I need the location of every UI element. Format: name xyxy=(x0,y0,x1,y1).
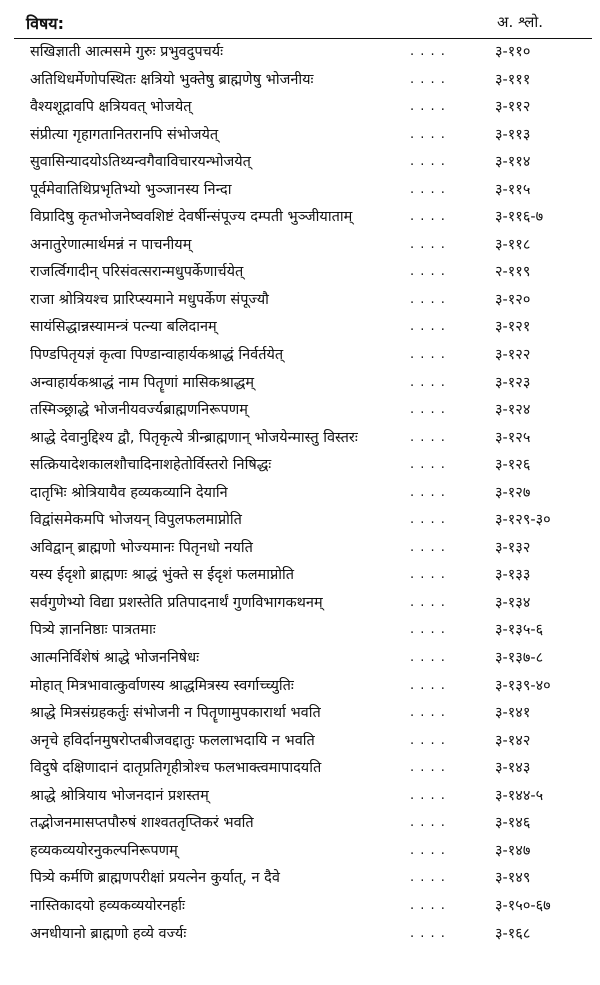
index-entry xyxy=(0,893,600,921)
entry-reference: ३-११२ xyxy=(495,99,531,116)
entry-reference: ३-१२७ xyxy=(495,484,531,501)
entry-topic: श्राद्धे मित्रसंग्रहकर्तुः संभोजनी न पितॄणामुपकारार्था भवति xyxy=(30,705,321,722)
index-entry xyxy=(0,783,600,811)
chapter-verse-heading: अ. श्लो. xyxy=(497,13,543,31)
dot-leader: . . . . xyxy=(410,732,446,748)
dot-leader: . . . . xyxy=(410,154,446,170)
index-list xyxy=(0,39,600,948)
entry-topic: पिण्डपितृयज्ञं कृत्वा पिण्डान्वाहार्यकश्राद्धं निर्वर्तयेत् xyxy=(30,347,284,364)
index-entry xyxy=(0,287,600,315)
index-entry xyxy=(0,67,600,95)
entry-reference: ३-११६-७ xyxy=(495,209,544,226)
entry-topic: वैश्यशूद्रावपि क्षत्रियवत् भोजयेत् xyxy=(30,99,192,116)
entry-reference: ३-१४४-५ xyxy=(495,787,544,804)
entry-reference: ३-१११ xyxy=(495,71,531,88)
index-entry xyxy=(0,645,600,673)
index-entry xyxy=(0,94,600,122)
entry-topic: राजा श्रोत्रियश्च प्रारिप्स्यमाने मधुपर्केण संपूज्यौ xyxy=(30,291,269,308)
dot-leader: . . . . xyxy=(410,897,446,913)
entry-reference: ३-१२६ xyxy=(495,457,531,474)
dot-leader: . . . . xyxy=(410,236,446,252)
dot-leader: . . . . xyxy=(410,347,446,363)
dot-leader: . . . . xyxy=(410,787,446,803)
dot-leader: . . . . xyxy=(410,594,446,610)
entry-topic: हव्यकव्ययोरनुकल्पनिरूपणम् xyxy=(30,842,178,859)
dot-leader: . . . . xyxy=(410,760,446,776)
dot-leader: . . . . xyxy=(410,291,446,307)
entry-reference: ३-१३४ xyxy=(495,594,531,611)
index-entry xyxy=(0,149,600,177)
dot-leader: . . . . xyxy=(410,925,446,941)
entry-reference: ३-१४२ xyxy=(495,732,531,749)
entry-reference: ३-११५ xyxy=(495,181,531,198)
entry-topic: नास्तिकादयो हव्यकव्ययोरनर्हाः xyxy=(30,897,185,914)
index-entry xyxy=(0,865,600,893)
entry-topic: यस्य ईदृशो ब्राह्मणः श्राद्धं भुंक्ते स ईदृशं फलमाप्नोति xyxy=(30,567,295,584)
index-entry xyxy=(0,535,600,563)
entry-reference: ३-१२२ xyxy=(495,347,531,364)
dot-leader: . . . . xyxy=(410,705,446,721)
dot-leader: . . . . xyxy=(410,99,446,115)
entry-reference: ३-११८ xyxy=(495,236,531,253)
dot-leader: . . . . xyxy=(410,650,446,666)
entry-topic: सुवासिन्यादयोऽतिथ्यन्वगैवाविचारयन्भोजयेत् xyxy=(30,154,251,171)
entry-topic: सर्वगुणेभ्यो विद्या प्रशस्तेति प्रतिपादनार्थं गुणविभागकथनम् xyxy=(30,594,323,611)
entry-topic: सखिज्ञाती आत्मसमे गुरुः प्रभुवदुपचर्यः xyxy=(30,44,224,60)
entry-topic: अनातुरेणात्मार्थमन्नं न पाचनीयम् xyxy=(30,236,192,253)
dot-leader: . . . . xyxy=(410,870,446,886)
dot-leader: . . . . xyxy=(410,622,446,638)
dot-leader: . . . . xyxy=(410,71,446,87)
dot-leader: . . . . xyxy=(410,429,446,445)
entry-topic: तद्भोजनमासप्तपौरुषं शाश्वततृप्तिकरं भवति xyxy=(30,815,254,832)
index-entry xyxy=(0,204,600,232)
dot-leader: . . . . xyxy=(410,842,446,858)
index-entry xyxy=(0,122,600,150)
index-entry xyxy=(0,232,600,260)
entry-reference: ३-११४ xyxy=(495,154,531,171)
entry-topic: सत्क्रियादेशकालशौचादिनाशहेतोर्विस्तरो निषिद्धः xyxy=(30,457,272,474)
dot-leader: . . . . xyxy=(410,402,446,418)
entry-reference: ३-१३२ xyxy=(495,539,531,556)
entry-topic: विदुषे दक्षिणादानं दातृप्रतिगृहीत्रोश्च फलभाक्त्वमापादयति xyxy=(30,760,322,777)
index-entry xyxy=(0,177,600,205)
entry-reference: ३-१४६ xyxy=(495,815,531,832)
index-entry xyxy=(0,673,600,701)
entry-reference: ३-१२३ xyxy=(495,374,531,391)
entry-reference: ३-१४७ xyxy=(495,842,531,859)
dot-leader: . . . . xyxy=(410,181,446,197)
index-entry xyxy=(0,562,600,590)
entry-topic: अविद्वान् ब्राह्मणो भोज्यमानः पितृनधो नयति xyxy=(30,539,253,556)
index-entry xyxy=(0,452,600,480)
index-entry xyxy=(0,480,600,508)
index-entry xyxy=(0,921,600,949)
index-entry xyxy=(0,728,600,756)
index-entry xyxy=(0,259,600,287)
entry-reference: ३-१४३ xyxy=(495,760,531,777)
entry-topic: संप्रीत्या गृहागतानितरानपि संभोजयेत् xyxy=(30,126,219,143)
entry-topic: तस्मिञ्छ्राद्धे भोजनीयवर्ज्यब्राह्मणनिरूपणम् xyxy=(30,402,248,419)
entry-topic: राजर्त्विगादीन् परिसंवत्सरान्मधुपर्केणार्चयेत् xyxy=(30,264,244,281)
index-entry xyxy=(0,755,600,783)
column-header xyxy=(0,12,600,38)
dot-leader: . . . . xyxy=(410,44,446,59)
dot-leader: . . . . xyxy=(410,209,446,225)
entry-reference: ३-१३९-४० xyxy=(495,677,551,694)
subject-heading: विषय: xyxy=(26,14,64,33)
dot-leader: . . . . xyxy=(410,126,446,142)
index-entry xyxy=(0,507,600,535)
index-entry xyxy=(0,425,600,453)
entry-reference: ३-११० xyxy=(495,44,531,60)
dot-leader: . . . . xyxy=(410,457,446,473)
entry-topic: अतिथिधर्मेणोपस्थितः क्षत्रियो भुक्तेषु ब्राह्मणेषु भोजनीयः xyxy=(30,71,314,88)
entry-reference: ३-१२४ xyxy=(495,402,531,419)
entry-reference: ३-१४१ xyxy=(495,705,531,722)
entry-reference: २-११९ xyxy=(495,264,531,281)
index-entry xyxy=(0,810,600,838)
entry-reference: ३-१३५-६ xyxy=(495,622,544,639)
entry-topic: आत्मनिर्विशेषं श्राद्धे भोजननिषेधः xyxy=(30,650,200,667)
dot-leader: . . . . xyxy=(410,567,446,583)
dot-leader: . . . . xyxy=(410,319,446,335)
entry-topic: पित्र्ये ज्ञाननिष्ठाः पात्रतमाः xyxy=(30,622,156,639)
index-entry xyxy=(0,838,600,866)
index-entry xyxy=(0,397,600,425)
dot-leader: . . . . xyxy=(410,677,446,693)
dot-leader: . . . . xyxy=(410,815,446,831)
entry-topic: श्राद्धे श्रोत्रियाय भोजनदानं प्रशस्तम् xyxy=(30,787,209,804)
entry-reference: ३-१३३ xyxy=(495,567,531,584)
entry-reference: ३-१२९-३० xyxy=(495,512,551,529)
index-entry xyxy=(0,700,600,728)
entry-topic: पूर्वमेवातिथिप्रभृतिभ्यो भुञ्जानस्य निन्दा xyxy=(30,181,232,198)
dot-leader: . . . . xyxy=(410,539,446,555)
entry-topic: अनधीयानो ब्राह्मणो हव्ये वर्ज्यः xyxy=(30,925,187,942)
entry-reference: ३-११३ xyxy=(495,126,531,143)
entry-topic: अन्वाहार्यकश्राद्धं नाम पितॄणां मासिकश्राद्धम् xyxy=(30,374,255,391)
entry-topic: पित्र्ये कर्मणि ब्राह्मणपरीक्षां प्रयत्नेन कुर्यात्, न दैवे xyxy=(30,870,280,887)
entry-topic: दातृभिः श्रोत्रियायैव हव्यकव्यानि देयानि xyxy=(30,484,228,501)
entry-reference: ३-१२१ xyxy=(495,319,531,336)
index-entry xyxy=(0,370,600,398)
entry-reference: ३-१२० xyxy=(495,291,531,308)
index-entry xyxy=(0,39,600,67)
dot-leader: . . . . xyxy=(410,484,446,500)
entry-reference: ३-१५०-६७ xyxy=(495,897,551,914)
dot-leader: . . . . xyxy=(410,264,446,280)
index-entry xyxy=(0,342,600,370)
entry-topic: अनृचे हविर्दानमुषरोप्तबीजवद्दातुः फललाभदायि न भवति xyxy=(30,732,315,749)
index-entry xyxy=(0,590,600,618)
entry-topic: मोहात् मित्रभावात्कुर्वाणस्य श्राद्धमित्रस्य स्वर्गाच्च्युतिः xyxy=(30,677,294,694)
entry-reference: ३-१३७-८ xyxy=(495,650,544,667)
entry-reference: ३-१६८ xyxy=(495,925,531,942)
index-entry xyxy=(0,314,600,342)
entry-reference: ३-१२५ xyxy=(495,429,531,446)
dot-leader: . . . . xyxy=(410,512,446,528)
dot-leader: . . . . xyxy=(410,374,446,390)
entry-topic: सायंसिद्धान्नस्यामन्त्रं पत्न्या बलिदानम् xyxy=(30,319,217,336)
index-entry xyxy=(0,617,600,645)
entry-topic: विद्वांसमेकमपि भोजयन् विपुलफलमाप्नोति xyxy=(30,512,242,529)
entry-topic: श्राद्धे देवानुद्दिश्य द्वौ, पितृकृत्ये त्रीन्ब्राह्मणान् भोजयेन्मास्तु विस्तरः xyxy=(30,429,358,446)
entry-reference: ३-१४९ xyxy=(495,870,531,887)
entry-topic: विप्रादिषु कृतभोजनेष्ववशिष्टं देवर्षीन्संपूज्य दम्पती भुञ्जीयाताम् xyxy=(30,209,353,226)
